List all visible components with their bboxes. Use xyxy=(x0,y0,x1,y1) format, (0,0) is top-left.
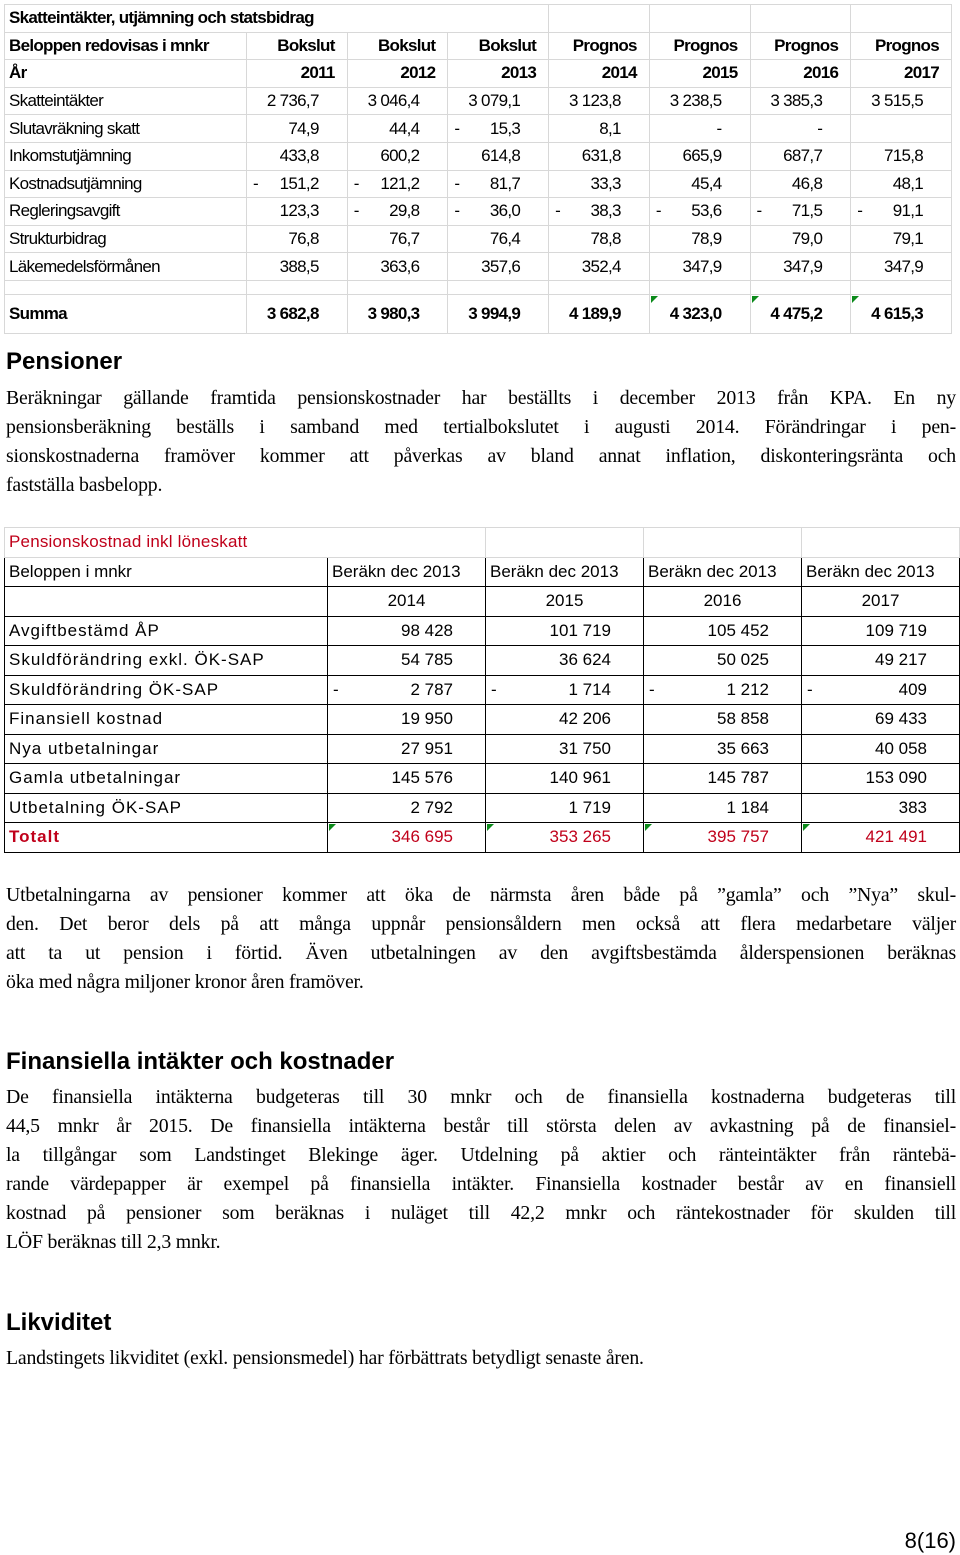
table-row xyxy=(5,675,960,705)
value-text: 53,6 xyxy=(691,201,722,221)
total-value-text: 421 491 xyxy=(865,827,927,847)
value-cell xyxy=(347,170,448,198)
value-cell xyxy=(328,764,486,794)
table-row xyxy=(5,705,960,735)
column-type-header: Prognos xyxy=(851,32,952,60)
value-cell xyxy=(486,764,644,794)
value-text: 687,7 xyxy=(783,146,823,166)
value-cell xyxy=(750,225,851,253)
total-value-text: 346 695 xyxy=(391,827,453,847)
value-text: 1 184 xyxy=(726,797,769,817)
value-text: 27 951 xyxy=(401,738,453,758)
paragraph-line: Utbetalningarna av pensioner kommer att öka de närmsta åren både på ”gamla” och ”Nya” skul- xyxy=(6,884,956,906)
value-text: 3 079,1 xyxy=(468,91,521,111)
value-text: 600,2 xyxy=(380,146,420,166)
row-label: Finansiell kostnad xyxy=(5,705,328,735)
value-text: 2 792 xyxy=(410,797,453,817)
sum-value xyxy=(347,294,448,333)
year-header: 2015 xyxy=(649,60,750,88)
value-text: 145 787 xyxy=(707,768,769,788)
paragraph-line: öka med några miljoner kronor åren framöver. xyxy=(6,971,364,993)
column-header: Beräkn dec 2013 xyxy=(328,557,486,587)
value-cell xyxy=(851,198,952,226)
empty-cell xyxy=(851,280,952,294)
paragraph-line: 44,5 mnkr år 2015. De finansiella intäkterna består till största delen av avkastning på de finansiel- xyxy=(6,1115,956,1137)
value-text: 71,5 xyxy=(791,201,823,221)
total-label: Totalt xyxy=(5,823,328,853)
pension-heading: Pensioner xyxy=(6,348,123,375)
paragraph-line: Beräkningar gällande framtida pensionskostnader har beställts i december 2013 från KPA. En ny xyxy=(6,387,956,409)
comment-flag-icon xyxy=(803,824,810,831)
paragraph-line: De finansiella intäkterna budgeteras till 30 mnkr och de finansiella kostnaderna budgeteras till xyxy=(6,1086,956,1108)
value-text: 363,6 xyxy=(380,256,420,276)
sum-label: Summa xyxy=(5,294,247,333)
value-cell xyxy=(448,253,549,281)
total-row xyxy=(5,823,960,853)
value-text: - xyxy=(716,118,722,138)
sum-value-text: 3 994,9 xyxy=(468,303,521,323)
value-text: 105 452 xyxy=(707,620,769,640)
sum-row xyxy=(5,294,952,333)
value-cell xyxy=(347,198,448,226)
minus-sign: - xyxy=(454,173,460,193)
value-cell xyxy=(649,253,750,281)
pension-table-header-label: Beloppen i mnkr xyxy=(5,557,328,587)
value-cell xyxy=(549,253,650,281)
table-row xyxy=(5,87,952,115)
value-text: 347,9 xyxy=(883,256,923,276)
value-cell xyxy=(549,225,650,253)
value-text: 2 736,7 xyxy=(266,91,319,111)
row-label: Slutavräkning skatt xyxy=(5,115,247,143)
value-cell xyxy=(486,734,644,764)
sum-value xyxy=(448,294,549,333)
value-cell xyxy=(486,705,644,735)
sum-value-text: 4 615,3 xyxy=(871,303,923,323)
liquidity-paragraph-text: Landstingets likviditet (exkl. pensionsmedel) har förbättrats betydligt senaste åren. xyxy=(6,1347,644,1369)
value-text: 140 961 xyxy=(549,768,611,788)
minus-sign: - xyxy=(333,679,339,699)
paragraph-line: att ta ut pension i förtid. Även utbetalningen av den avgiftsbestämda ålderspensionen beräknas xyxy=(6,942,956,964)
tax-table-year-label: År xyxy=(5,60,247,88)
value-cell xyxy=(328,705,486,735)
sum-value-text: 3 682,8 xyxy=(266,303,319,323)
value-text: 29,8 xyxy=(389,201,420,221)
empty-cell xyxy=(5,280,247,294)
value-cell xyxy=(644,646,802,676)
minus-sign: - xyxy=(454,118,460,138)
value-text: 101 719 xyxy=(549,620,611,640)
value-text: 46,8 xyxy=(791,173,823,193)
value-cell xyxy=(549,87,650,115)
value-text: 347,9 xyxy=(783,256,823,276)
value-cell xyxy=(750,142,851,170)
value-cell xyxy=(750,170,851,198)
column-type-header: Prognos xyxy=(750,32,851,60)
value-text: 38,3 xyxy=(590,201,621,221)
table-row xyxy=(5,764,960,794)
value-text: 42 206 xyxy=(559,709,611,729)
table-row xyxy=(5,170,952,198)
spacer-row xyxy=(5,280,952,294)
value-text: 145 576 xyxy=(391,768,453,788)
minus-sign: - xyxy=(353,173,359,193)
column-type-header: Prognos xyxy=(649,32,750,60)
table-row xyxy=(5,793,960,823)
value-text: 433,8 xyxy=(279,146,319,166)
value-cell xyxy=(644,616,802,646)
value-text: 36 624 xyxy=(559,650,611,670)
value-text: 614,8 xyxy=(481,146,521,166)
value-cell xyxy=(802,646,960,676)
table-row xyxy=(5,115,952,143)
empty-cell xyxy=(448,280,549,294)
column-type-header: Bokslut xyxy=(448,32,549,60)
row-label: Läkemedelsförmånen xyxy=(5,253,247,281)
value-cell xyxy=(448,142,549,170)
value-cell xyxy=(802,675,960,705)
value-cell xyxy=(649,170,750,198)
paragraph-line: sionskostnaderna framöver kommer att påverkas av bland annat inflation, diskonteringsränta och xyxy=(6,445,956,467)
value-cell xyxy=(448,198,549,226)
value-text: 123,3 xyxy=(279,201,319,221)
value-text: 35 663 xyxy=(717,738,769,758)
value-cell xyxy=(649,225,750,253)
value-text: 3 046,4 xyxy=(367,91,420,111)
page-number: 8(16) xyxy=(904,1528,956,1553)
sum-value-text: 3 980,3 xyxy=(367,303,420,323)
year-header: 2017 xyxy=(851,60,952,88)
value-cell xyxy=(347,225,448,253)
row-label: Regleringsavgift xyxy=(5,198,247,226)
year-header: 2011 xyxy=(247,60,348,88)
liquidity-heading: Likviditet xyxy=(6,1309,112,1336)
minus-sign: - xyxy=(756,201,762,221)
value-cell xyxy=(247,253,348,281)
comment-flag-icon xyxy=(651,296,658,303)
value-text: 409 xyxy=(898,679,927,699)
value-text: 36,0 xyxy=(489,201,521,221)
row-label: Avgiftbestämd ÅP xyxy=(5,616,328,646)
value-cell xyxy=(549,198,650,226)
value-text: 3 123,8 xyxy=(568,91,621,111)
value-cell xyxy=(448,87,549,115)
value-cell xyxy=(486,675,644,705)
column-header: Beräkn dec 2013 xyxy=(802,557,960,587)
table-row xyxy=(5,616,960,646)
value-cell xyxy=(851,115,952,143)
value-cell xyxy=(750,87,851,115)
paragraph-line: pensionsberäkning beställs i samband med tertialbokslutet i augusti 2014. Förändringar i pen- xyxy=(6,416,956,438)
value-text: 631,8 xyxy=(581,146,621,166)
value-cell xyxy=(247,87,348,115)
value-cell xyxy=(750,115,851,143)
minus-sign: - xyxy=(807,679,813,699)
value-text: 76,4 xyxy=(489,229,521,249)
value-cell xyxy=(247,198,348,226)
value-text: 78,8 xyxy=(590,229,621,249)
empty-cell xyxy=(750,280,851,294)
table-row xyxy=(5,734,960,764)
value-cell xyxy=(247,225,348,253)
year-header: 2016 xyxy=(644,587,802,617)
value-cell xyxy=(247,170,348,198)
column-type-header: Prognos xyxy=(549,32,650,60)
value-cell xyxy=(802,793,960,823)
tax-revenue-table xyxy=(4,4,952,334)
value-text: 153 090 xyxy=(865,768,927,788)
value-text: 665,9 xyxy=(682,146,722,166)
value-text: 79,1 xyxy=(892,229,923,249)
value-cell xyxy=(486,646,644,676)
row-label: Utbetalning ÖK-SAP xyxy=(5,793,328,823)
financial-paragraph xyxy=(6,1083,956,1257)
column-type-header: Bokslut xyxy=(247,32,348,60)
tax-table-header-label: Beloppen redovisas i mnkr xyxy=(5,32,247,60)
tax-table-title: Skatteintäkter, utjämning och statsbidrag xyxy=(5,5,549,33)
value-cell xyxy=(328,646,486,676)
value-cell xyxy=(328,734,486,764)
value-cell xyxy=(851,87,952,115)
sum-value xyxy=(649,294,750,333)
minus-sign: - xyxy=(253,173,258,193)
value-text: 3 385,3 xyxy=(770,91,823,111)
minus-sign: - xyxy=(555,201,561,221)
value-cell xyxy=(347,253,448,281)
row-label: Skatteintäkter xyxy=(5,87,247,115)
value-cell xyxy=(644,793,802,823)
paragraph-line: la tillgångar som Landstinget Blekinge äger. Utdelning på aktier och ränteintäkter från räntebä- xyxy=(6,1144,956,1166)
value-cell xyxy=(802,764,960,794)
paragraph-line: fastställa basbelopp. xyxy=(6,474,163,496)
sum-value-text: 4 323,0 xyxy=(669,303,722,323)
table-row xyxy=(5,253,952,281)
value-cell xyxy=(448,225,549,253)
table-row xyxy=(5,225,952,253)
total-value xyxy=(644,823,802,853)
minus-sign: - xyxy=(857,201,863,221)
minus-sign: - xyxy=(353,201,359,221)
value-text: 1 714 xyxy=(568,679,611,699)
value-text: 1 212 xyxy=(726,679,769,699)
comment-flag-icon xyxy=(645,824,652,831)
value-text: 76,7 xyxy=(389,229,420,249)
sum-value xyxy=(750,294,851,333)
comment-flag-icon xyxy=(752,296,759,303)
value-cell xyxy=(802,734,960,764)
column-header: Beräkn dec 2013 xyxy=(644,557,802,587)
value-cell xyxy=(644,675,802,705)
total-value xyxy=(486,823,644,853)
value-cell xyxy=(750,253,851,281)
financial-heading: Finansiella intäkter och kostnader xyxy=(6,1048,395,1075)
value-text: 2 787 xyxy=(410,679,453,699)
value-text: 91,1 xyxy=(892,201,923,221)
value-text: 33,3 xyxy=(590,173,621,193)
value-cell xyxy=(328,793,486,823)
value-cell xyxy=(649,87,750,115)
empty-cell xyxy=(649,280,750,294)
value-cell xyxy=(851,253,952,281)
value-text: 352,4 xyxy=(581,256,621,276)
value-text: 54 785 xyxy=(401,650,453,670)
row-label: Skuldförändring ÖK-SAP xyxy=(5,675,328,705)
value-text: 3 515,5 xyxy=(871,91,923,111)
empty-cell xyxy=(347,280,448,294)
table-row xyxy=(5,646,960,676)
value-cell xyxy=(851,225,952,253)
total-value xyxy=(802,823,960,853)
value-cell xyxy=(802,705,960,735)
value-text: 357,6 xyxy=(481,256,521,276)
comment-flag-icon xyxy=(487,824,494,831)
empty-cell xyxy=(247,280,348,294)
value-cell xyxy=(549,170,650,198)
value-cell xyxy=(448,115,549,143)
comment-flag-icon xyxy=(329,824,336,831)
value-text: 715,8 xyxy=(883,146,923,166)
value-text: 58 858 xyxy=(717,709,769,729)
value-cell xyxy=(750,198,851,226)
year-header: 2014 xyxy=(549,60,650,88)
table-row xyxy=(5,198,952,226)
value-text: 48,1 xyxy=(892,173,923,193)
row-label: Kostnadsutjämning xyxy=(5,170,247,198)
value-text: 81,7 xyxy=(489,173,521,193)
value-text: 3 238,5 xyxy=(669,91,722,111)
value-text: 78,9 xyxy=(691,229,722,249)
year-header: 2016 xyxy=(750,60,851,88)
pension-paragraph xyxy=(6,384,956,500)
liquidity-paragraph xyxy=(6,1344,956,1373)
table-row xyxy=(5,142,952,170)
payout-paragraph xyxy=(6,881,956,997)
value-text: 76,8 xyxy=(288,229,319,249)
value-text: 347,9 xyxy=(682,256,722,276)
value-text: 19 950 xyxy=(401,709,453,729)
value-text: 31 750 xyxy=(559,738,611,758)
sum-value xyxy=(247,294,348,333)
value-cell xyxy=(486,616,644,646)
empty-cell xyxy=(549,280,650,294)
value-text: 151,2 xyxy=(279,173,319,193)
value-text: 44,4 xyxy=(389,118,420,138)
paragraph-line: kostnad på pensioner som beräknas i nuläget till 42,2 mnkr och räntekostnader för skulden till xyxy=(6,1202,956,1224)
value-text: 79,0 xyxy=(791,229,823,249)
paragraph-line: den. Det beror dels på att många uppnår pensionsåldern men också att flera medarbetare väljer xyxy=(6,913,956,935)
value-text: 45,4 xyxy=(691,173,722,193)
value-cell xyxy=(644,734,802,764)
column-header: Beräkn dec 2013 xyxy=(486,557,644,587)
row-label: Skuldförändring exkl. ÖK-SAP xyxy=(5,646,328,676)
value-cell xyxy=(448,170,549,198)
value-text: 383 xyxy=(898,797,927,817)
pension-table-title: Pensionskostnad inkl löneskatt xyxy=(5,528,486,558)
value-cell xyxy=(649,115,750,143)
value-cell xyxy=(802,616,960,646)
minus-sign: - xyxy=(454,201,460,221)
value-text: 109 719 xyxy=(865,620,927,640)
sum-value xyxy=(851,294,952,333)
value-text: 69 433 xyxy=(875,709,927,729)
value-cell xyxy=(851,170,952,198)
value-text: 50 025 xyxy=(717,650,769,670)
value-text: - xyxy=(817,118,823,138)
minus-sign: - xyxy=(491,679,497,699)
value-cell xyxy=(644,764,802,794)
value-text: 1 719 xyxy=(568,797,611,817)
paragraph-line: LÖF beräknas till 2,3 mnkr. xyxy=(6,1231,221,1253)
total-value-text: 353 265 xyxy=(549,827,611,847)
value-cell xyxy=(328,616,486,646)
value-cell xyxy=(347,142,448,170)
sum-value xyxy=(549,294,650,333)
value-text: 15,3 xyxy=(489,118,521,138)
year-header: 2014 xyxy=(328,587,486,617)
value-cell xyxy=(347,87,448,115)
year-header: 2017 xyxy=(802,587,960,617)
pension-cost-table xyxy=(4,527,960,853)
year-header: 2012 xyxy=(347,60,448,88)
total-value xyxy=(328,823,486,853)
value-cell xyxy=(347,115,448,143)
value-cell xyxy=(649,142,750,170)
value-text: 74,9 xyxy=(288,118,319,138)
value-cell xyxy=(328,675,486,705)
minus-sign: - xyxy=(649,679,655,699)
paragraph-line: rande värdepapper är exempel på finansiella intäkter. Finansiella kostnader består av en finansiell xyxy=(6,1173,956,1195)
year-header: 2013 xyxy=(448,60,549,88)
year-header: 2015 xyxy=(486,587,644,617)
comment-flag-icon xyxy=(852,296,859,303)
value-text: 49 217 xyxy=(875,650,927,670)
row-label: Nya utbetalningar xyxy=(5,734,328,764)
column-type-header: Bokslut xyxy=(347,32,448,60)
sum-value-text: 4 189,9 xyxy=(568,303,621,323)
value-cell xyxy=(644,705,802,735)
value-cell xyxy=(649,198,750,226)
value-text: 98 428 xyxy=(401,620,453,640)
value-text: 121,2 xyxy=(380,173,420,193)
value-cell xyxy=(549,115,650,143)
sum-value-text: 4 475,2 xyxy=(770,303,823,323)
value-cell xyxy=(247,115,348,143)
value-text: 8,1 xyxy=(599,118,621,138)
value-cell xyxy=(851,142,952,170)
value-text: 388,5 xyxy=(279,256,319,276)
row-label: Gamla utbetalningar xyxy=(5,764,328,794)
row-label: Inkomstutjämning xyxy=(5,142,247,170)
total-value-text: 395 757 xyxy=(707,827,769,847)
minus-sign: - xyxy=(655,201,661,221)
value-cell xyxy=(247,142,348,170)
value-cell xyxy=(549,142,650,170)
value-text: 40 058 xyxy=(875,738,927,758)
value-cell xyxy=(486,793,644,823)
row-label: Strukturbidrag xyxy=(5,225,247,253)
